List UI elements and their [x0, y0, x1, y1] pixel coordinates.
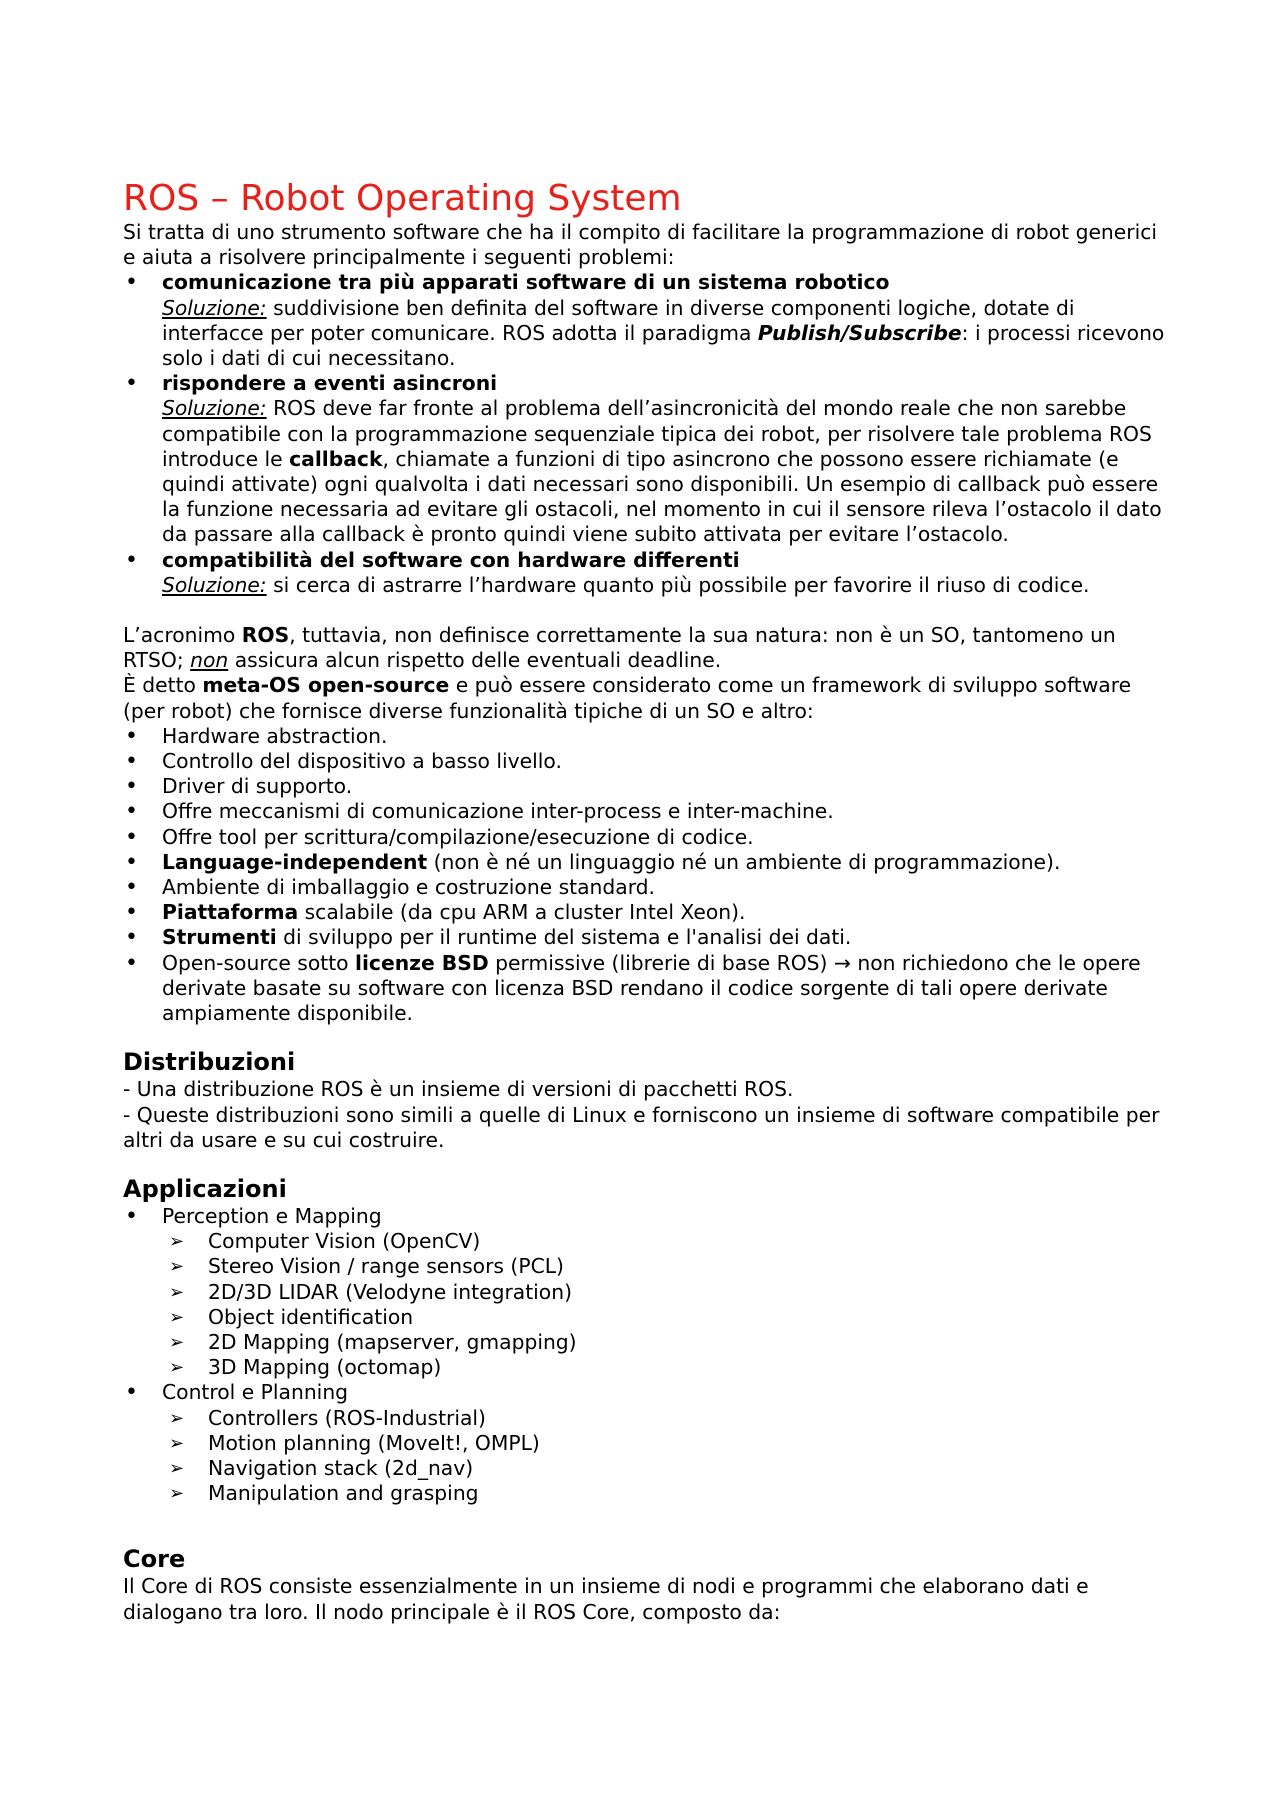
solution-emphasis: Publish/Subscribe	[757, 320, 962, 345]
section-heading-applicazioni: Applicazioni	[123, 1174, 287, 1203]
acronym-text: L’acronimo	[123, 623, 242, 648]
solution-label: Soluzione:	[162, 396, 267, 421]
feature-bold: Language-independent	[162, 849, 428, 874]
solution-text-end: , chiamate a funzioni di tipo asincrono che possono essere richiamate (e quindi attivate) ogni qualvolta i dati necessari sono disponibili. Un esempio di callback può essere la funzione necessaria ad evitare gli ostacoli, nel momento in cui il sensore rileva l’ostacolo il dato da passare alla callback è pronto quindi viene subito attivata per evitare l’ostacolo.	[162, 446, 1162, 547]
core-paragraph: Il Core di ROS consiste essenzialmente in un insieme di nodi e programmi che elaborano dati e dialogano tra loro. Il nodo principale è il ROS Core, composto da:	[123, 1574, 1089, 1624]
problem-item-async-events	[123, 371, 1173, 547]
feature-text: Controllo del dispositivo a basso livello.	[162, 749, 562, 774]
application-group-label: Perception e Mapping	[162, 1203, 382, 1228]
application-item: ➢ Object identification	[123, 1305, 1173, 1330]
feature-bold: licenze BSD	[355, 950, 489, 975]
document-content	[123, 178, 1173, 1625]
solution-text: si cerca di astrarre l’hardware quanto più possibile per favorire il riuso di codice.	[266, 572, 1090, 597]
application-item: ➢ 2D Mapping (mapserver, gmapping)	[123, 1330, 1173, 1355]
feature-item	[123, 749, 1173, 774]
feature-text: Offre meccanismi di comunicazione inter-process e inter-machine.	[162, 799, 834, 824]
feature-text: scalabile (da cpu ARM a cluster Intel Xeon).	[298, 900, 746, 925]
feature-text: Driver di supporto.	[162, 774, 353, 799]
problem-item-hardware	[123, 548, 1173, 598]
problems-list	[123, 270, 1173, 598]
application-item: ➢ Navigation stack (2d_nav)	[123, 1456, 1173, 1481]
meta-text: È detto	[123, 673, 203, 698]
problem-heading: compatibilità del software con hardware differenti	[162, 547, 740, 572]
application-group	[123, 1204, 1173, 1229]
solution-emphasis: callback	[289, 446, 383, 471]
acronym-text-3: assicura alcun rispetto delle eventuali deadline.	[228, 648, 722, 673]
feature-text-2: permissive (librerie di base ROS) → non richiedono che le opere derivate basate su software con licenza BSD rendano il codice sorgente di tali opere derivate ampiamente disponibile.	[162, 950, 1141, 1026]
feature-item	[123, 875, 1173, 900]
features-list	[123, 724, 1173, 1026]
application-item: ➢ Controllers (ROS-Industrial)	[123, 1406, 1173, 1431]
feature-item	[123, 850, 1173, 875]
application-item: ➢ Stereo Vision / range sensors (PCL)	[123, 1254, 1173, 1279]
meta-os-bold: meta-OS open-source	[202, 673, 450, 698]
solution-text-end: : i processi ricevono solo i dati di cui necessitano.	[162, 320, 1165, 371]
application-item: ➢ Manipulation and grasping	[123, 1481, 1173, 1506]
problem-heading: comunicazione tra più apparati software di un sistema robotico	[162, 270, 890, 295]
meta-os-paragraph	[123, 673, 1173, 723]
acronym-text-2: , tuttavia, non definisce correttamente la sua natura: non è un SO, tantomeno un RTSO;	[123, 623, 1116, 673]
meta-text-2: e può essere considerato come un framework di sviluppo software (per robot) che fornisce diverse funzionalità tipiche di un SO e altro:	[123, 673, 1132, 723]
application-group	[123, 1380, 1173, 1405]
solution-label: Soluzione:	[162, 295, 267, 320]
solution-text: suddivisione ben definita del software in diverse componenti logiche, dotate di interfacce per poter comunicare. ROS adotta il paradigma	[162, 295, 1075, 345]
application-item: ➢ Motion planning (MoveIt!, OMPL)	[123, 1431, 1173, 1456]
section-heading-core: Core	[123, 1545, 186, 1574]
section-heading-distribuzioni: Distribuzioni	[123, 1048, 296, 1077]
feature-text: Ambiente di imballaggio e costruzione standard.	[162, 875, 655, 900]
feature-text: di sviluppo per il runtime del sistema e l'analisi dei dati.	[276, 925, 852, 950]
problem-item-communication	[123, 270, 1173, 371]
feature-item	[123, 900, 1173, 925]
acronym-paragraph	[123, 623, 1173, 673]
feature-text: Offre tool per scrittura/compilazione/esecuzione di codice.	[162, 824, 754, 849]
application-item: ➢ 3D Mapping (octomap)	[123, 1355, 1173, 1380]
page-title: ROS – Robot Operating System	[123, 178, 682, 219]
acronym-ros: ROS	[241, 623, 290, 648]
solution-label: Soluzione:	[162, 572, 267, 597]
application-item: ➢ 2D/3D LIDAR (Velodyne integration)	[123, 1280, 1173, 1305]
applications-list	[123, 1204, 1173, 1506]
intro-paragraph: Si tratta di uno strumento software che ha il compito di facilitare la programmazione di robot generici e aiuta a risolvere principalmente i seguenti problemi:	[123, 220, 1158, 270]
application-item: ➢ Computer Vision (OpenCV)	[123, 1229, 1173, 1254]
feature-item	[123, 925, 1173, 950]
feature-item	[123, 825, 1173, 850]
feature-bold: Strumenti	[162, 925, 277, 950]
feature-text: Hardware abstraction.	[162, 723, 388, 748]
feature-text: (non è né un linguaggio né un ambiente di programmazione).	[427, 849, 1061, 874]
acronym-non: non	[190, 648, 229, 673]
feature-item	[123, 724, 1173, 749]
feature-bold: Piattaforma	[162, 900, 299, 925]
distribuzioni-line: - Una distribuzione ROS è un insieme di versioni di pacchetti ROS.	[123, 1077, 794, 1102]
feature-item	[123, 799, 1173, 824]
problem-heading: rispondere a eventi asincroni	[162, 371, 498, 396]
distribuzioni-line: - Queste distribuzioni sono simili a quelle di Linux e forniscono un insieme di software compatibile per altri da usare e su cui costruire.	[123, 1102, 1160, 1152]
feature-item-license	[123, 951, 1173, 1027]
feature-text: Open-source sotto	[162, 950, 356, 975]
solution-text: ROS deve far fronte al problema dell’asincronicità del mondo reale che non sarebbe compatibile con la programmazione sequenziale tipica dei robot, per risolvere tale problema ROS introduce le	[162, 396, 1152, 471]
application-group-label: Control e Planning	[162, 1380, 349, 1405]
feature-item	[123, 774, 1173, 799]
